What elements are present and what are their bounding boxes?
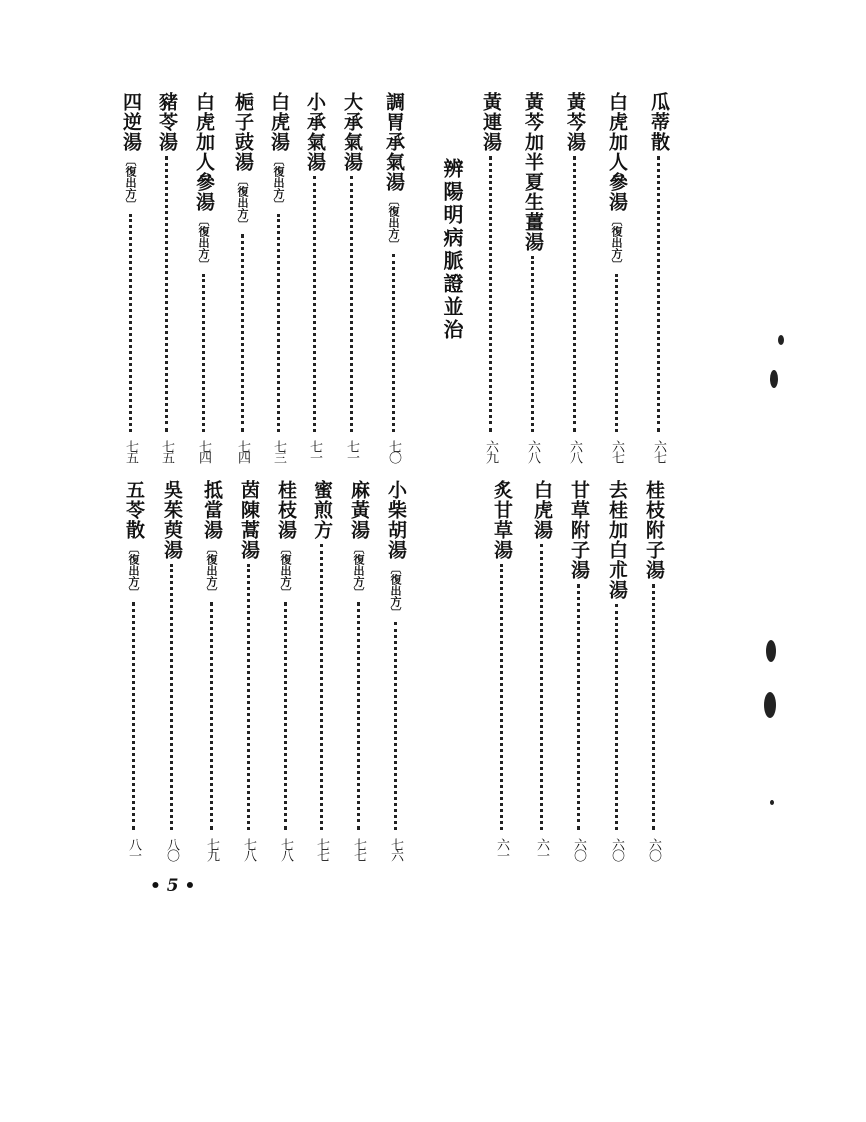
toc-entry[interactable] bbox=[202, 480, 221, 860]
toc-entry-title: 蜜煎方 bbox=[311, 480, 333, 540]
toc-entry-page: 七八 bbox=[241, 838, 256, 860]
toc-entry[interactable] bbox=[386, 480, 405, 860]
toc-entry-page: 六〇 bbox=[571, 838, 586, 860]
toc-entry-page: 七四 bbox=[235, 440, 250, 462]
toc-entry-title: 大承氣湯 bbox=[341, 92, 363, 172]
toc-entry-title: 去桂加白朮湯 bbox=[606, 480, 628, 600]
toc-entry-title: 抵當湯 bbox=[201, 480, 223, 540]
dot-leader bbox=[573, 156, 576, 432]
toc-entry-note: 〔復出方〕 bbox=[389, 563, 402, 618]
toc-entry-note: 〔復出方〕 bbox=[236, 175, 249, 230]
toc-entry-title: 五苓散 bbox=[123, 480, 145, 540]
dot-leader bbox=[615, 604, 618, 830]
toc-entry[interactable] bbox=[233, 92, 252, 462]
toc-entry-title: 黃芩加半夏生薑湯 bbox=[522, 92, 544, 252]
page-number: • 5 • bbox=[150, 876, 196, 896]
toc-entry-note: 〔復出方〕 bbox=[124, 155, 137, 210]
dot-leader bbox=[615, 274, 618, 432]
toc-entry[interactable] bbox=[157, 92, 176, 462]
scan-speck bbox=[766, 640, 776, 662]
toc-entry-title: 梔子豉湯 bbox=[232, 92, 254, 172]
toc-entry-page: 六〇 bbox=[609, 838, 624, 860]
dot-leader bbox=[277, 214, 280, 432]
toc-entry-page: 六七 bbox=[651, 440, 666, 462]
toc-entry-title: 小承氣湯 bbox=[304, 92, 326, 172]
dot-leader bbox=[652, 584, 655, 830]
section-heading: 辨陽明病脈證並治 bbox=[440, 158, 464, 342]
toc-entry-page: 七五 bbox=[123, 440, 138, 462]
toc-entry[interactable] bbox=[194, 92, 213, 462]
toc-entry-page: 七一 bbox=[307, 440, 322, 462]
toc-entry-title: 豬苓湯 bbox=[156, 92, 178, 152]
toc-entry[interactable] bbox=[312, 480, 331, 860]
toc-entry-title: 黃連湯 bbox=[480, 92, 502, 152]
toc-entry-page: 七〇 bbox=[386, 440, 401, 462]
toc-entry[interactable] bbox=[607, 92, 626, 462]
toc-entry[interactable] bbox=[349, 480, 368, 860]
dot-leader bbox=[357, 602, 360, 830]
toc-entry-title: 桂枝附子湯 bbox=[643, 480, 665, 580]
scan-speck bbox=[778, 335, 784, 345]
toc-entry[interactable] bbox=[384, 92, 403, 462]
toc-entry-title: 四逆湯 bbox=[120, 92, 142, 152]
dot-leader bbox=[170, 564, 173, 830]
toc-entry-title: 白虎湯 bbox=[531, 480, 553, 540]
toc-entry-title: 吳茱萸湯 bbox=[161, 480, 183, 560]
toc-entry-page: 七七 bbox=[351, 838, 366, 860]
dot-leader bbox=[392, 254, 395, 432]
toc-entry[interactable] bbox=[569, 480, 588, 860]
toc-entry-page: 七九 bbox=[204, 838, 219, 860]
dot-leader bbox=[394, 622, 397, 830]
toc-entry[interactable] bbox=[523, 92, 542, 462]
toc-entry-title: 白虎加人參湯 bbox=[193, 92, 215, 212]
dot-leader bbox=[320, 544, 323, 830]
toc-entry-page: 六九 bbox=[483, 440, 498, 462]
toc-entry-title: 白虎加人參湯 bbox=[606, 92, 628, 212]
toc-entry[interactable] bbox=[492, 480, 511, 860]
toc-entry-page: 八〇 bbox=[164, 838, 179, 860]
toc-entry-page: 七七 bbox=[314, 838, 329, 860]
toc-entry[interactable] bbox=[162, 480, 181, 860]
toc-entry-page: 六一 bbox=[494, 838, 509, 860]
dot-leader bbox=[165, 156, 168, 432]
dot-leader bbox=[241, 234, 244, 432]
toc-entry-page: 六七 bbox=[609, 440, 624, 462]
scan-speck bbox=[764, 692, 776, 718]
toc-entry-title: 茵陳蒿湯 bbox=[238, 480, 260, 560]
toc-entry-page: 七四 bbox=[196, 440, 211, 462]
toc-entry-page: 六〇 bbox=[646, 838, 661, 860]
toc-entry[interactable] bbox=[124, 480, 143, 860]
toc-entry-page: 六八 bbox=[525, 440, 540, 462]
dot-leader bbox=[202, 274, 205, 432]
toc-entry[interactable] bbox=[342, 92, 361, 462]
toc-entry[interactable] bbox=[121, 92, 140, 462]
scan-speck bbox=[770, 370, 778, 388]
toc-entry-title: 甘草附子湯 bbox=[568, 480, 590, 580]
dot-leader bbox=[540, 544, 543, 830]
dot-leader bbox=[577, 584, 580, 830]
dot-leader bbox=[350, 176, 353, 432]
dot-leader bbox=[531, 256, 534, 432]
toc-entry[interactable] bbox=[532, 480, 551, 860]
toc-entry-page: 七五 bbox=[159, 440, 174, 462]
toc-entry-title: 白虎湯 bbox=[268, 92, 290, 152]
dot-leader bbox=[313, 176, 316, 432]
toc-entry[interactable] bbox=[276, 480, 295, 860]
toc-entry[interactable] bbox=[644, 480, 663, 860]
toc-entry[interactable] bbox=[305, 92, 324, 462]
dot-leader bbox=[489, 156, 492, 432]
dot-leader bbox=[132, 602, 135, 830]
dot-leader bbox=[500, 564, 503, 830]
toc-entry-page: 六八 bbox=[567, 440, 582, 462]
toc-entry-note: 〔復出方〕 bbox=[387, 195, 400, 250]
toc-entry[interactable] bbox=[649, 92, 668, 462]
toc-entry[interactable] bbox=[481, 92, 500, 462]
toc-entry-title: 小柴胡湯 bbox=[385, 480, 407, 560]
toc-entry[interactable] bbox=[269, 92, 288, 462]
toc-entry-title: 炙甘草湯 bbox=[491, 480, 513, 560]
toc-entry-title: 瓜蒂散 bbox=[648, 92, 670, 152]
scan-speck bbox=[770, 800, 774, 805]
dot-leader bbox=[210, 602, 213, 830]
toc-entry-title: 麻黃湯 bbox=[348, 480, 370, 540]
toc-entry-note: 〔復出方〕 bbox=[279, 543, 292, 598]
toc-entry-note: 〔復出方〕 bbox=[610, 215, 623, 270]
dot-leader bbox=[247, 564, 250, 830]
toc-entry-title: 調胃承氣湯 bbox=[383, 92, 405, 192]
dot-leader bbox=[284, 602, 287, 830]
toc-entry[interactable] bbox=[607, 480, 626, 860]
toc-entry-page: 七三 bbox=[271, 440, 286, 462]
toc-entry-note: 〔復出方〕 bbox=[127, 543, 140, 598]
dot-leader bbox=[129, 214, 132, 432]
toc-entry-note: 〔復出方〕 bbox=[352, 543, 365, 598]
dot-leader bbox=[657, 156, 660, 432]
toc-entry-page: 六一 bbox=[534, 838, 549, 860]
toc-entry-title: 黃芩湯 bbox=[564, 92, 586, 152]
toc-entry-page: 七一 bbox=[344, 440, 359, 462]
toc-entry[interactable] bbox=[239, 480, 258, 860]
toc-entry-note: 〔復出方〕 bbox=[205, 543, 218, 598]
toc-entry-note: 〔復出方〕 bbox=[197, 215, 210, 270]
toc-entry[interactable] bbox=[565, 92, 584, 462]
toc-entry-title: 桂枝湯 bbox=[275, 480, 297, 540]
toc-entry-page: 七八 bbox=[278, 838, 293, 860]
toc-entry-page: 七六 bbox=[388, 838, 403, 860]
toc-entry-note: 〔復出方〕 bbox=[272, 155, 285, 210]
toc-entry-page: 八一 bbox=[126, 838, 141, 860]
